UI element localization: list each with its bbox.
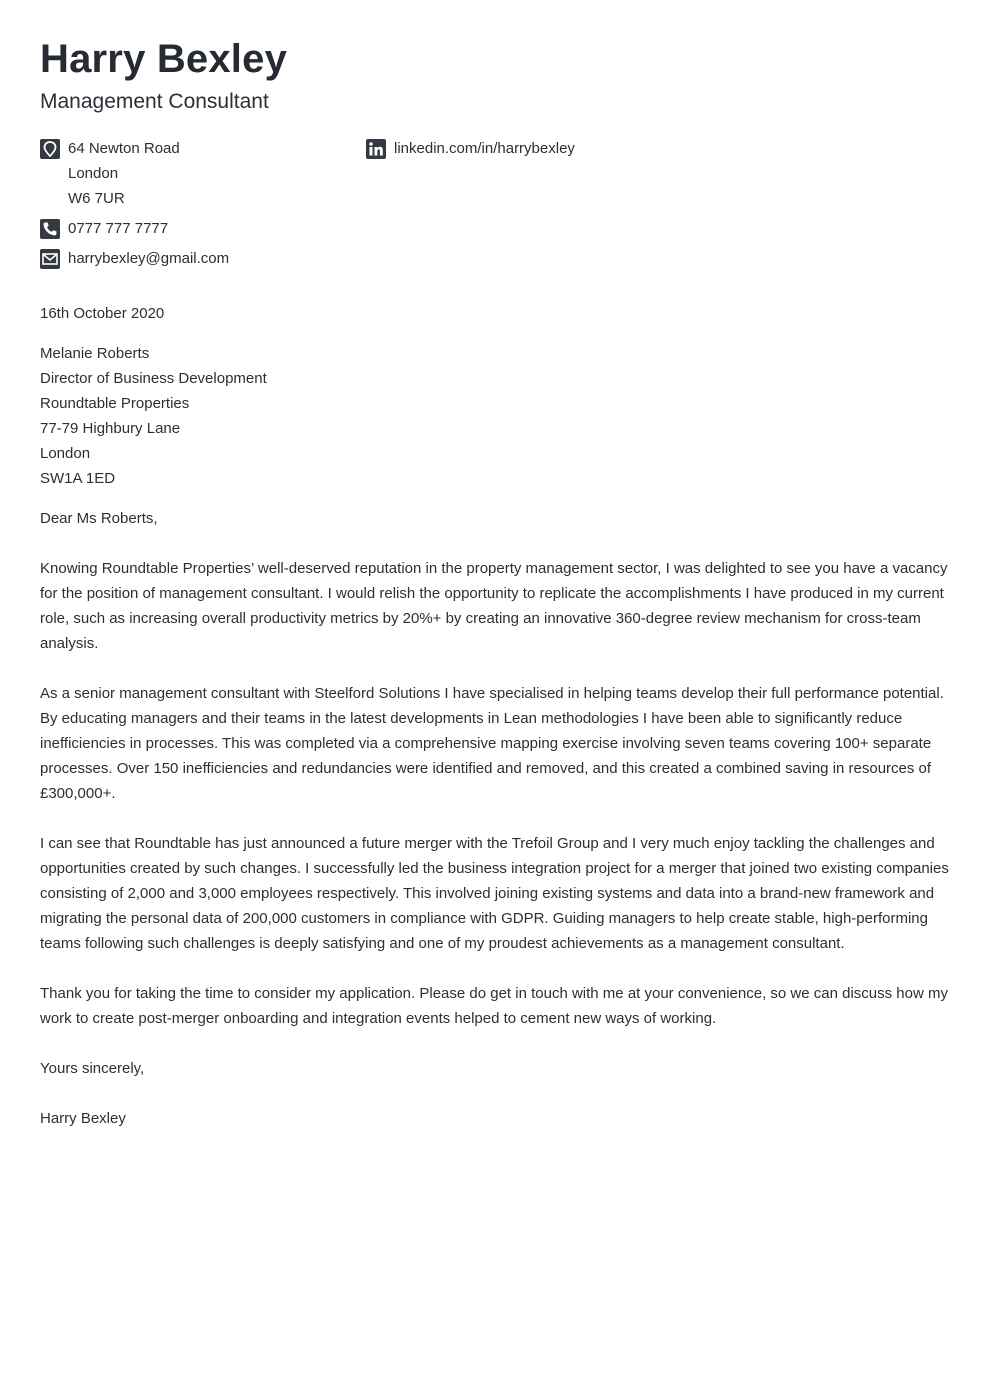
address-line-2: London xyxy=(68,165,119,182)
applicant-job-title: Management Consultant xyxy=(40,90,269,113)
linkedin-url[interactable]: linkedin.com/in/harrybexley xyxy=(394,140,575,157)
recipient-postcode: SW1A 1ED xyxy=(40,470,116,487)
body-paragraph-2: As a senior management consultant with Steelford Solutions I have specialised in helping teams develop their full performance potential. By educating managers and their teams in the latest developments in Lean methodologies I have been able to significantly reduce inefficiencies in processes. This was completed via a comprehensive mapping exercise involving seven teams covering 100+ separate processes. Over 150 inefficiencies and redundancies were identified and removed, and this created a combined saving in resources of £300,000+. xyxy=(40,685,944,802)
contact-phone xyxy=(40,216,168,241)
recipient-city: London xyxy=(40,445,91,462)
envelope-icon xyxy=(40,249,60,269)
body-paragraph-1: Knowing Roundtable Properties’ well-deserved reputation in the property management sector, I was delighted to see you have a vacancy for the position of management consultant. I would relish the opportunity to replicate the accomplishments I have produced in my current role, such as increasing overall productivity metrics by 20%+ by creating an innovative 360-degree review mechanism for cross-team analysis. xyxy=(40,560,948,652)
signature-name: Harry Bexley xyxy=(40,1110,126,1127)
closing: Yours sincerely, xyxy=(40,1060,145,1077)
contact-address xyxy=(40,136,180,211)
recipient-name: Melanie Roberts xyxy=(40,345,150,362)
address-line-3: W6 7UR xyxy=(68,190,125,207)
body-paragraph-4: Thank you for taking the time to consider my application. Please do get in touch with me at your convenience, so we can discuss how my work to create post-merger onboarding and integration events helped to cement new ways of working. xyxy=(40,985,948,1027)
contact-email xyxy=(40,246,229,271)
address-lines xyxy=(68,136,180,211)
body-paragraph-3: I can see that Roundtable has just announced a future merger with the Trefoil Group and I very much enjoy tackling the challenges and opportunities created by such changes. I successfully led the business integration project for a merger that joined two existing companies consisting of 2,000 and 3,000 employees respectively. This involved joining existing systems and data into a brand-new framework and migrating the personal data of 200,000 customers in compliance with GDPR. Guiding managers to help create stable, high-performing teams following such challenges is deeply satisfying and one of my proudest achievements as a management consultant. xyxy=(40,835,949,952)
phone-number[interactable]: 0777 777 7777 xyxy=(68,220,169,237)
linkedin-icon xyxy=(366,139,386,159)
applicant-name: Harry Bexley xyxy=(40,37,288,81)
recipient-block xyxy=(40,341,267,491)
recipient-company: Roundtable Properties xyxy=(40,395,190,412)
letter-date: 16th October 2020 xyxy=(40,305,165,322)
salutation: Dear Ms Roberts, xyxy=(40,510,158,527)
recipient-street: 77-79 Highbury Lane xyxy=(40,420,181,437)
location-pin-icon xyxy=(40,139,60,159)
email-address[interactable]: harrybexley@gmail.com xyxy=(68,250,230,267)
contact-linkedin xyxy=(366,136,575,161)
recipient-position: Director of Business Development xyxy=(40,370,267,387)
address-line-1: 64 Newton Road xyxy=(68,140,180,157)
phone-icon xyxy=(40,219,60,239)
